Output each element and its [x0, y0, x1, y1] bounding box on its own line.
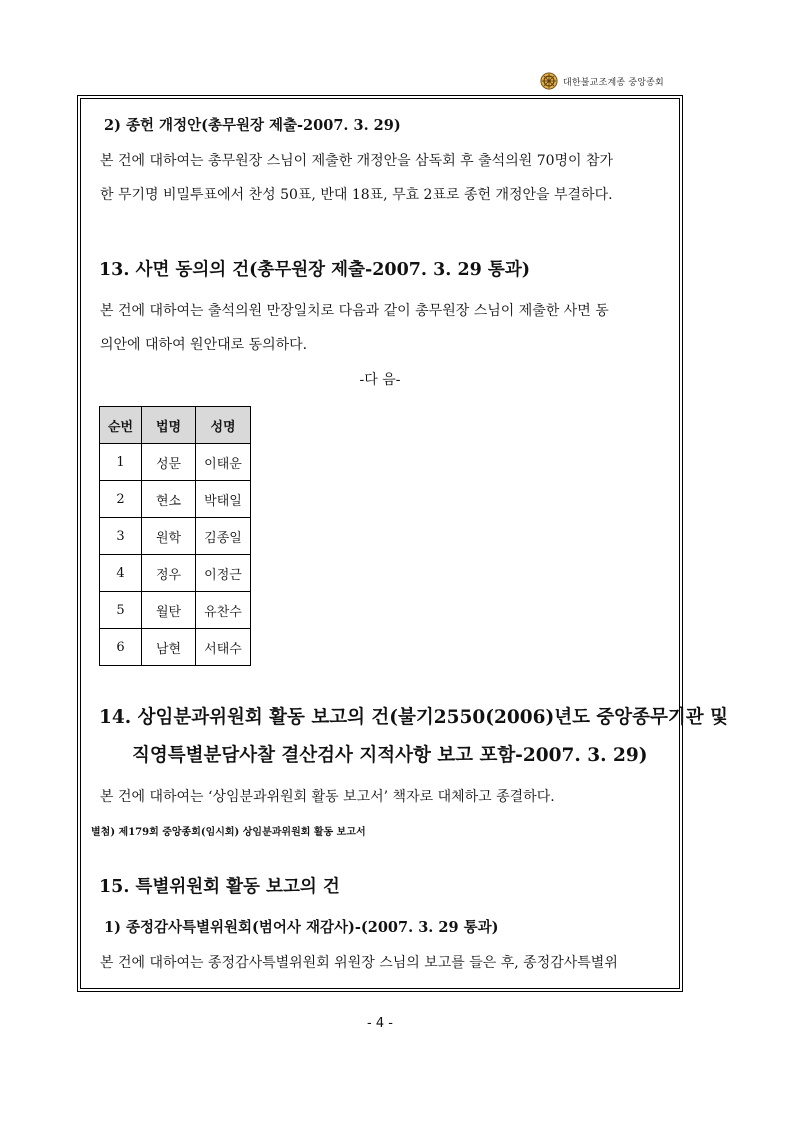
section-2-title: 2) 종헌 개정안(총무원장 제출-2007. 3. 29)	[104, 117, 401, 134]
table-cell: 서태수	[196, 629, 251, 666]
table-cell: 정우	[142, 555, 196, 592]
org-name: 대한불교조계종 중앙종회	[563, 77, 664, 88]
section-14-title-line-1: 14. 상임분과위원회 활동 보고의 건(불기2550(2006)년도 중앙종무기관 및	[99, 707, 728, 728]
table-cell: 남현	[142, 629, 196, 666]
section-2-line-1: 본 건에 대하여는 총무원장 스님이 제출한 개정안을 삼독회 후 출석의원 70명이 참가	[100, 153, 614, 169]
table-row	[100, 481, 251, 518]
section-13-title: 13. 사면 동의의 건(총무원장 제출-2007. 3. 29 통과)	[99, 260, 531, 280]
table-header-cell: 법명	[142, 407, 196, 444]
section-13-line-2: 의안에 대하여 원안대로 동의하다.	[100, 337, 308, 353]
table-row	[100, 629, 251, 666]
table-cell: 2	[100, 481, 142, 518]
table-cell: 5	[100, 592, 142, 629]
table-cell: 유찬수	[196, 592, 251, 629]
table-cell: 6	[100, 629, 142, 666]
table-cell: 4	[100, 555, 142, 592]
table-header-cell: 성명	[196, 407, 251, 444]
table-cell: 원학	[142, 518, 196, 555]
page-number: - 4 -	[367, 1016, 393, 1031]
section-15-sub-title: 1) 종정감사특별위원회(범어사 재감사)-(2007. 3. 29 통과)	[104, 919, 499, 936]
table-cell: 월탄	[142, 592, 196, 629]
table-header-cell: 순번	[100, 407, 142, 444]
next-marker: -다 음-	[359, 372, 401, 388]
table-cell: 성문	[142, 444, 196, 481]
table-header-row	[100, 407, 251, 444]
table-row	[100, 555, 251, 592]
section-15-title: 15. 특별위원회 활동 보고의 건	[99, 877, 340, 897]
table-cell: 박태일	[196, 481, 251, 518]
section-2-line-2: 한 무기명 비밀투표에서 찬성 50표, 반대 18표, 무효 2표로 종헌 개정안을 부결하다.	[100, 187, 613, 203]
table-cell: 1	[100, 444, 142, 481]
table-row	[100, 518, 251, 555]
table-row	[100, 592, 251, 629]
table-cell: 김종일	[196, 518, 251, 555]
amnesty-table	[99, 406, 251, 666]
section-15-body: 본 건에 대하여는 종정감사특별위원회 위원장 스님의 보고를 들은 후, 종정감사특별위	[100, 955, 618, 971]
section-14-title-line-2: 직영특별분담사찰 결산검사 지적사항 보고 포함-2007. 3. 29)	[132, 745, 648, 766]
table-row	[100, 444, 251, 481]
section-14-attachment: 별첨) 제179회 중앙종회(임시회) 상임분과위원회 활동 보고서	[91, 827, 366, 838]
table-cell: 현소	[142, 481, 196, 518]
section-13-line-1: 본 건에 대하여는 출석의원 만장일치로 다음과 같이 총무원장 스님이 제출한 사면 동	[100, 303, 609, 319]
dharma-wheel-logo-icon	[540, 72, 558, 90]
table-cell: 이태운	[196, 444, 251, 481]
section-14-body: 본 건에 대하여는 ‘상임분과위원회 활동 보고서’ 책자로 대체하고 종결하다.	[100, 789, 555, 805]
page-header	[540, 72, 664, 90]
table-cell: 이정근	[196, 555, 251, 592]
table-cell: 3	[100, 518, 142, 555]
